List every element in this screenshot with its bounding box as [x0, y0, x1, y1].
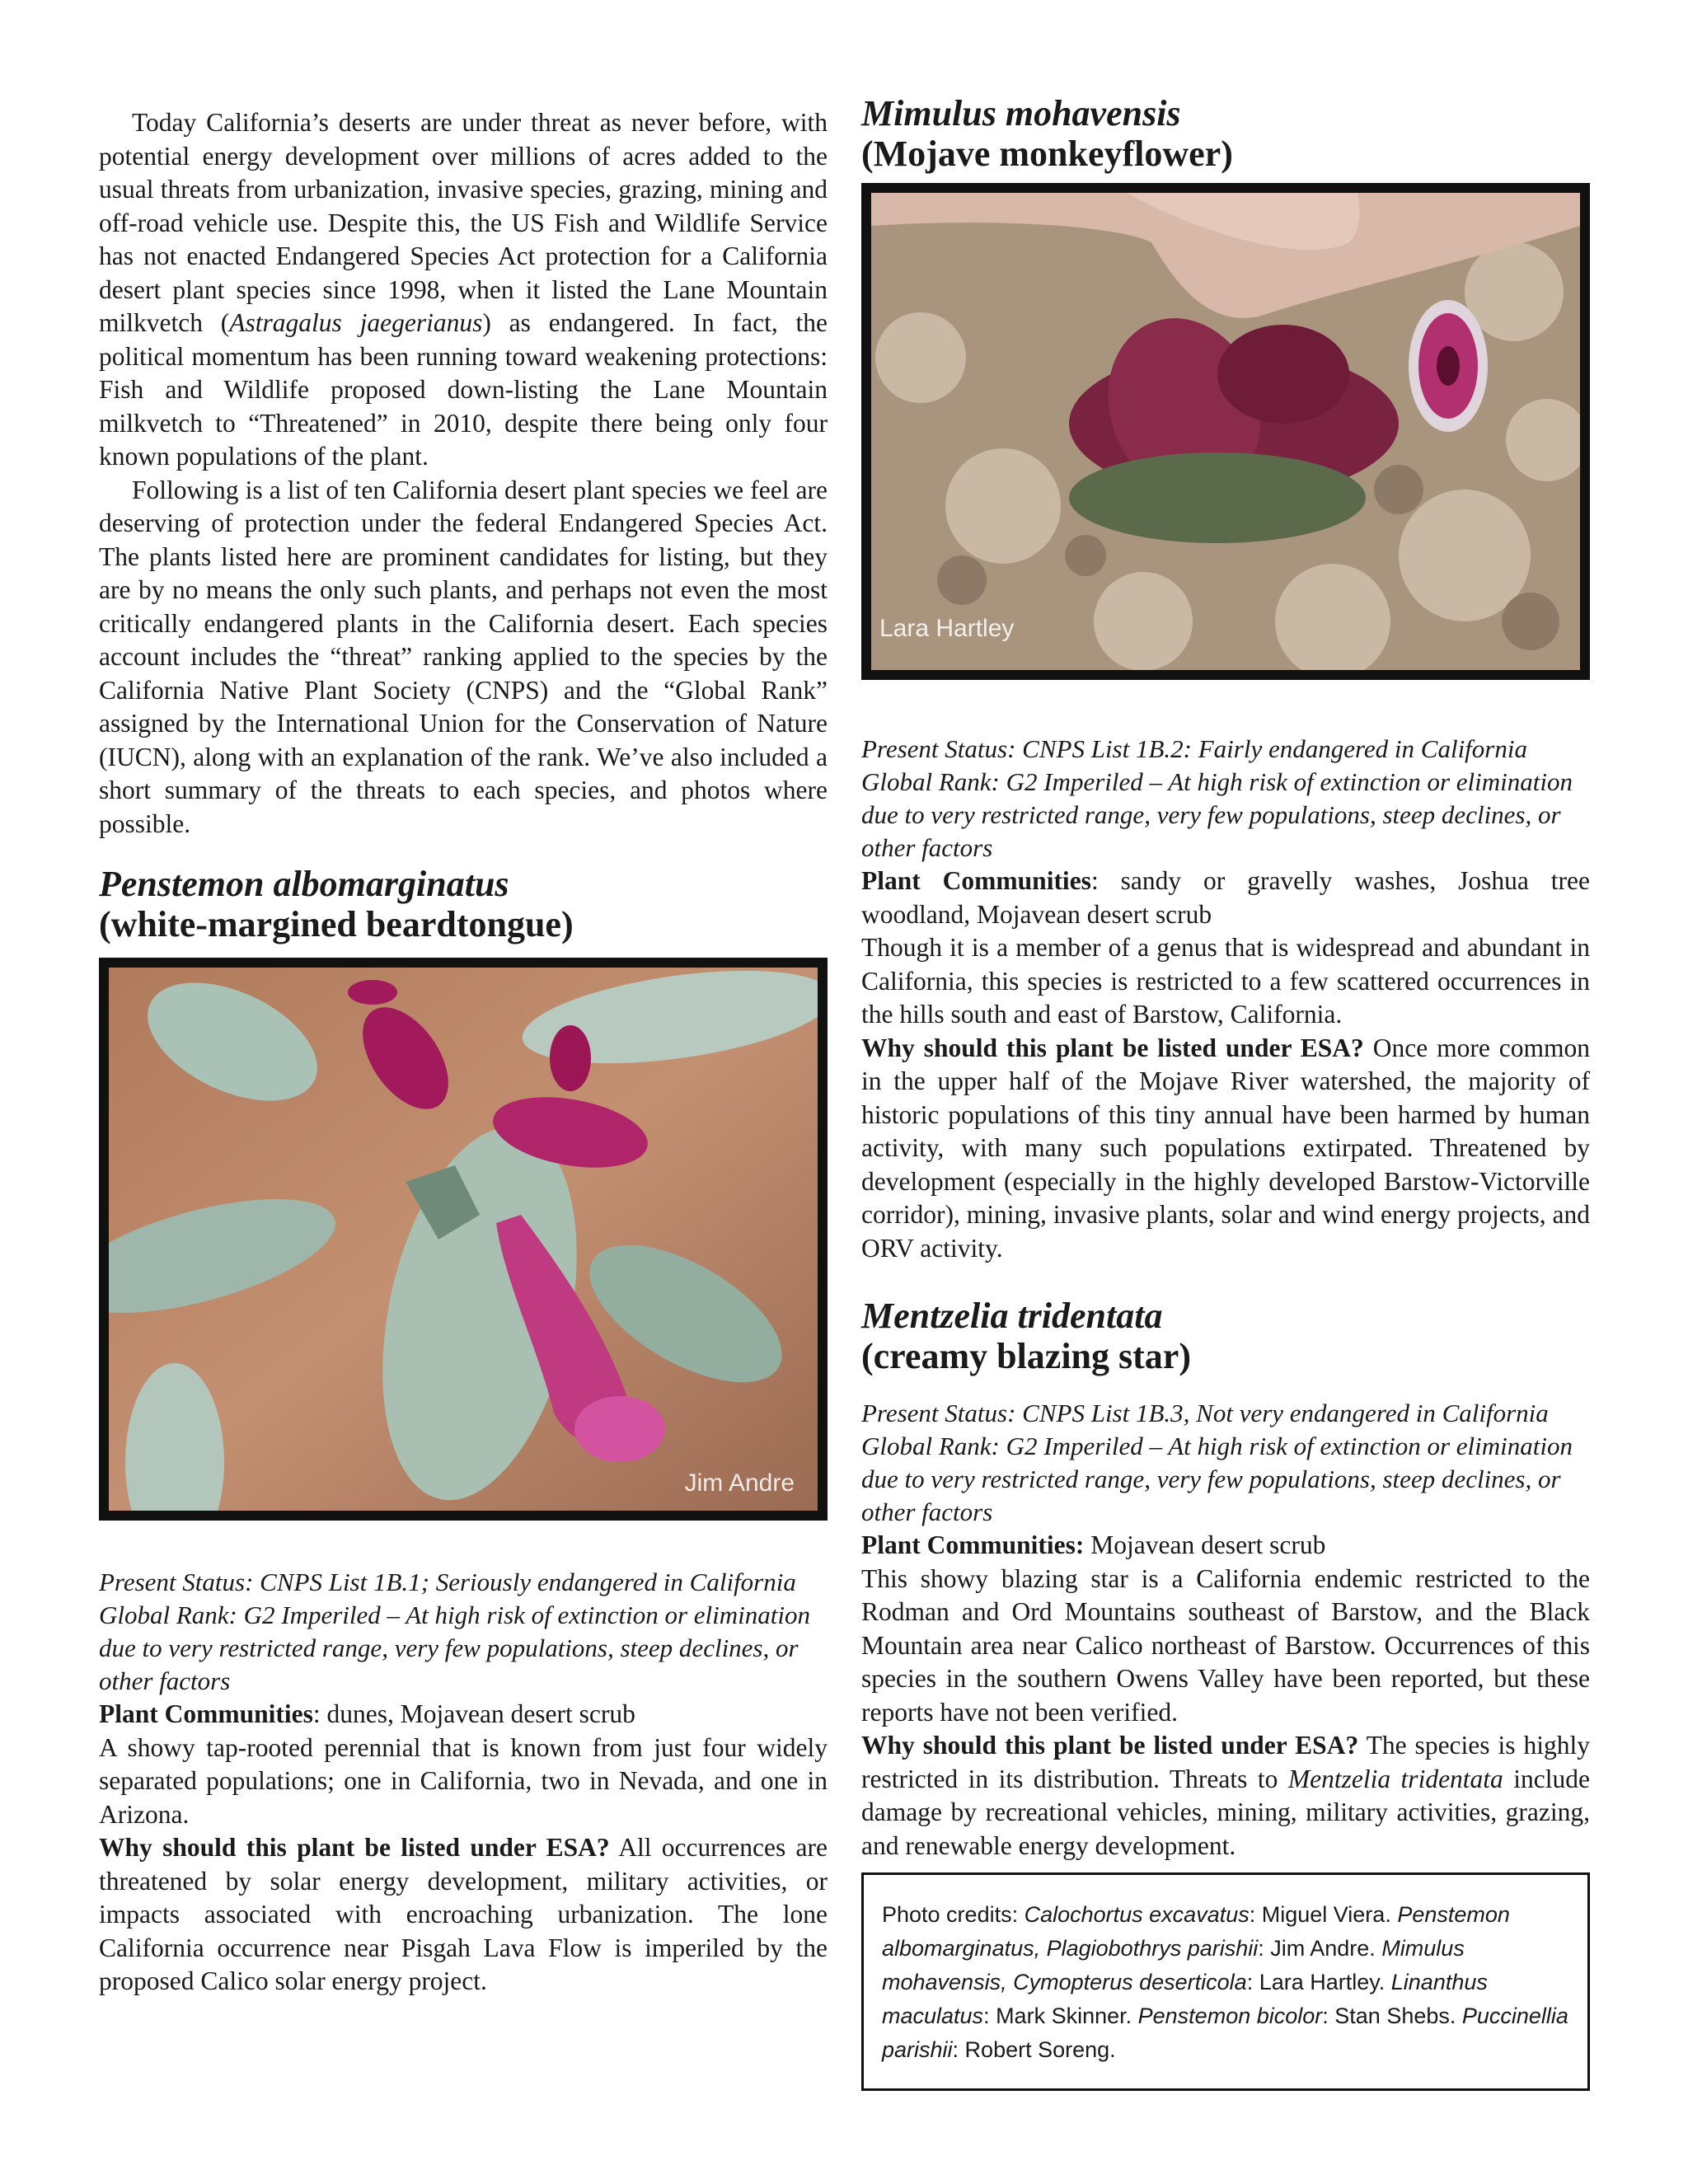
global-rank: Global Rank: G2 Imperiled – At high risk of extinction or elimination due to very restricted range, very few populations, steep declines, or other factors	[861, 1432, 1573, 1526]
present-status: Present Status: CNPS List 1B.2: Fairly endangered in California	[861, 734, 1527, 763]
mimulus-flower-image	[871, 193, 1580, 670]
species-description: Though it is a member of a genus that is widespread and abundant in California, this species is restricted to a few scattered occurrences in the hills south and east of Barstow, California.	[861, 933, 1590, 1029]
species-heading-penstemon	[99, 864, 828, 944]
scientific-name: Mentzelia tridentata	[861, 1296, 1163, 1336]
common-name: (white-margined beardtongue)	[99, 904, 574, 944]
species-description: This showy blazing star is a California endemic restricted to the Rodman and Ord Mountains southeast of Barstow, and the Black Mountain area near Calico northeast of Barstow. Occurrences of this species in the southern Owens Valley have been reported, but these reports have not been verified.	[861, 1563, 1590, 1727]
species-info-mimulus	[861, 733, 1590, 1265]
photo-credit: Lara Hartley	[879, 615, 1015, 642]
scientific-name: Penstemon albomarginatus	[99, 864, 509, 904]
photo-credit: Jim Andre	[684, 1469, 795, 1497]
species-description: A showy tap-rooted perennial that is known from just four widely separated populations; one in California, two in Nevada, and one in Arizona.	[99, 1732, 828, 1829]
global-rank: Global Rank: G2 Imperiled – At high risk of extinction or elimination due to very restricted range, very few populations, steep declines, or other factors	[861, 767, 1573, 862]
esa-justification: Why should this plant be listed under ESA? Once more common in the upper half of the Mojave River watershed, the majority of historic populations of this tiny annual have been harmed by human activity, with many such populations extirpated. Threatened by development (especially in the highly developed Barstow-Victorville corridor), mining, invasive plants, solar and wind energy projects, and ORV activity.	[861, 1033, 1590, 1263]
photo-penstemon-albomarginatus	[99, 958, 828, 1521]
global-rank: Global Rank: G2 Imperiled – At high risk of extinction or elimination due to very restricted range, very few populations, steep declines, or other factors	[99, 1601, 811, 1695]
penstemon-flower-image	[109, 968, 818, 1511]
species-heading-mimulus	[861, 93, 1590, 174]
species-info-mentzelia	[861, 1397, 1590, 1863]
plant-communities: Plant Communities: dunes, Mojavean desert scrub	[99, 1699, 635, 1728]
species-heading-mentzelia	[861, 1296, 1590, 1376]
photo-mimulus-mohavensis	[861, 183, 1590, 680]
plant-communities: Plant Communities: Mojavean desert scrub	[861, 1530, 1326, 1559]
species-info-penstemon	[99, 1566, 828, 1999]
plant-communities: Plant Communities: sandy or gravelly washes, Joshua tree woodland, Mojavean desert scrub	[861, 866, 1591, 929]
intro-paragraph-2: Following is a list of ten California desert plant species we feel are deserving of protection under the federal Endangered Species Act. The plants listed here are prominent candidates for listing, but they are by no means the only such plants, and perhaps not even the most critically endangered plants in the California desert. Each species account includes the “threat” ranking applied to the species by the California Native Plant Society (CNPS) and the “Global Rank” assigned by the International Union for the Conservation of Nature (IUCN), along with an explanation of the rank. We’ve also included a short summary of the threats to each species, and photos where possible.	[99, 475, 828, 838]
present-status: Present Status: CNPS List 1B.1; Seriously endangered in California	[99, 1568, 796, 1596]
present-status: Present Status: CNPS List 1B.3, Not very endangered in California	[861, 1399, 1549, 1427]
intro-paragraph-1: Today California’s deserts are under threat as never before, with potential energy development over millions of acres added to the usual threats from urbanization, invasive species, grazing, mining and off-road vehicle use. Despite this, the US Fish and Wildlife Service has not enacted Endangered Species Act protection for a California desert plant species since 1998, when it listed the Lane Mountain milkvetch (Astragalus jaegerianus) as endangered. In fact, the political momentum has been running toward weakening protections: Fish and Wildlife proposed down-listing the Lane Mountain milkvetch to “Threatened” in 2010, despite there being only four known populations of the plant.	[99, 108, 828, 471]
common-name: (Mojave monkeyflower)	[861, 134, 1233, 174]
intro-section	[99, 106, 828, 841]
photo-credits-box: Photo credits: Calochortus excavatus: Miguel Viera. Penstemon albomarginatus, Plagiobothrys parishii: Jim Andre. Mimulus mohavensis, Cymopterus deserticola: Lara Hartley. Linanthus maculatus: Mark Skinner. Penstemon bicolor: Stan Shebs. Puccinellia parishii: Robert Soreng.	[861, 1872, 1590, 2091]
scientific-name: Mimulus mohavensis	[861, 93, 1181, 134]
esa-justification: Why should this plant be listed under ESA? The species is highly restricted in its distribution. Threats to Mentzelia tridentata include damage by recreational vehicles, mining, military activities, grazing, and renewable energy development.	[861, 1731, 1591, 1860]
common-name: (creamy blazing star)	[861, 1336, 1191, 1376]
esa-justification: Why should this plant be listed under ESA? All occurrences are threatened by solar energy development, military activities, or impacts associated with encroaching urbanization. The lone California occurrence near Pisgah Lava Flow is imperiled by the proposed Calico solar energy project.	[99, 1833, 828, 1995]
